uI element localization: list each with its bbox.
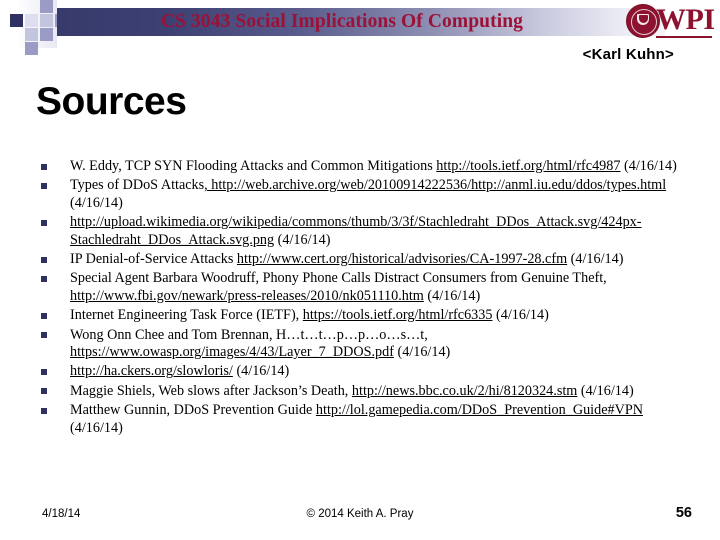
source-link[interactable]: http://www.fbi.gov/newark/press-releases/2010/nk051110.htm <box>70 287 424 304</box>
source-text: (4/16/14) <box>393 344 451 361</box>
source-link[interactable]: http://tools.ietf.org/html/rfc4987 <box>436 158 621 174</box>
wpi-wordmark: WPI <box>656 3 715 36</box>
source-text: (4/16/14) <box>577 382 634 399</box>
wpi-shield-icon <box>637 14 649 25</box>
bullet-square-icon <box>41 313 47 319</box>
source-link[interactable]: http://lol.gamepedia.com/DDoS_Prevention_Guide#VPN <box>315 402 643 419</box>
wpi-logo <box>626 2 715 40</box>
deco-square-pale-1 <box>25 14 38 27</box>
bullet-square-icon <box>41 276 47 282</box>
source-text: Types of DDoS Attacks <box>70 177 205 194</box>
source-text: W. Eddy, TCP SYN Flooding Attacks and Common Mitigations <box>70 158 437 174</box>
bullet-square-icon <box>41 183 47 189</box>
deco-square-mid-4 <box>25 42 38 55</box>
source-text: Wong Onn Chee and Tom Brennan, H…t…t…p…p…o…s…t, <box>70 326 428 343</box>
list-item <box>36 270 692 305</box>
source-text: IP Denial-of-Service Attacks <box>70 251 237 268</box>
source-link[interactable]: http://www.cert.org/historical/advisories/CA-1997-28.cfm <box>236 251 568 268</box>
list-item <box>36 383 692 400</box>
slide-header <box>0 0 720 40</box>
source-text: (4/16/14) <box>492 307 549 324</box>
source-link[interactable]: http://upload.wikimedia.org/wikipedia/commons/thumb/3/3f/Stachledraht_DDos_Attack.svg/424px-Stachledraht_DDos_Attack.svg.png <box>70 214 642 248</box>
bullet-square-icon <box>41 408 47 414</box>
source-link[interactable]: http://ha.ckers.org/slowloris/ <box>70 363 233 380</box>
deco-square-mid-3 <box>40 28 53 41</box>
source-text: (4/16/14) <box>620 158 677 174</box>
source-text: Special Agent Barbara Woodruff, Phony Phone Calls Distract Consumers from Genuine Theft, <box>70 270 607 287</box>
list-item <box>36 327 692 362</box>
source-text: (4/16/14) <box>567 251 624 268</box>
source-text: Matthew Gunnin, DDoS Prevention Guide <box>70 402 316 419</box>
wpi-seal-icon <box>626 4 660 38</box>
source-text: (4/16/14) <box>232 363 290 380</box>
list-item <box>36 402 692 437</box>
source-link[interactable]: http://news.bbc.co.uk/2/hi/8120324.stm <box>351 382 578 399</box>
source-link[interactable]: https://www.owasp.org/images/4/43/Layer_7_DDOS.pdf <box>70 344 394 361</box>
list-item <box>36 214 692 249</box>
footer-page-number: 56 <box>675 505 692 521</box>
sources-list <box>36 158 692 439</box>
deco-square-mid-2 <box>40 0 53 13</box>
wpi-underline <box>656 36 712 38</box>
source-text: Internet Engineering Task Force (IETF), <box>70 307 303 324</box>
list-item <box>36 307 692 324</box>
course-title: CS 3043 Social Implications Of Computing <box>160 11 524 32</box>
source-link[interactable]: , http://web.archive.org/web/20100914222536/http://anml.iu.edu/ddos/types.html <box>204 177 667 194</box>
source-text: (4/16/14) <box>274 231 331 248</box>
bullet-square-icon <box>41 220 47 226</box>
list-item <box>36 177 692 212</box>
source-text: (4/16/14) <box>423 287 481 304</box>
bullet-square-icon <box>41 332 47 338</box>
bullet-square-icon <box>41 257 47 263</box>
deco-square-light-1 <box>40 14 53 27</box>
page-title: Sources <box>36 80 187 123</box>
list-item <box>36 158 692 175</box>
bullet-square-icon <box>41 369 47 375</box>
source-text: Maggie Shiels, Web slows after Jackson’s Death, <box>70 382 352 399</box>
presenter-name: <Karl Kuhn> <box>582 46 674 63</box>
bullet-square-icon <box>41 388 47 394</box>
list-item <box>36 251 692 268</box>
list-item <box>36 363 692 380</box>
source-text: (4/16/14) <box>70 194 123 211</box>
footer-copyright: © 2014 Keith A. Pray <box>306 508 414 520</box>
bullet-square-icon <box>41 164 47 170</box>
source-link[interactable]: https://tools.ietf.org/html/rfc6335 <box>302 307 493 324</box>
footer-date: 4/18/14 <box>42 508 81 520</box>
deco-square-light-2 <box>25 28 38 41</box>
deco-square-dark-1 <box>10 14 23 27</box>
source-text: (4/16/14) <box>70 419 123 436</box>
